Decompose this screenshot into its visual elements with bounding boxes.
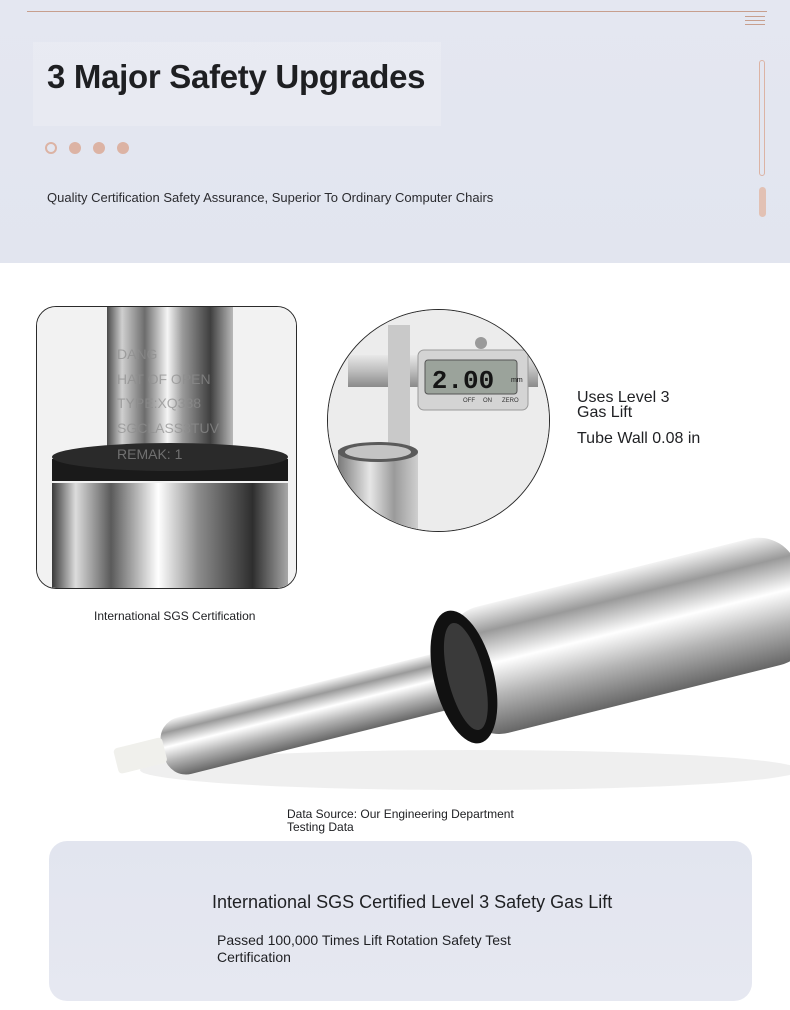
pagination-dot-active[interactable]: [45, 142, 57, 154]
card-title: International SGS Certified Level 3 Safety Gas Lift: [212, 892, 613, 912]
hero-banner: [0, 0, 790, 263]
scrollbar-thumb[interactable]: [759, 187, 766, 217]
sgs-caption: International SGS Certification: [94, 609, 256, 623]
caliper-unit: mm: [511, 377, 523, 384]
engraving-line: REMAK: 1: [117, 446, 183, 462]
engraving-line: DANG: [117, 346, 158, 362]
page-subtitle: Quality Certification Safety Assurance, Superior To Ordinary Computer Chairs: [47, 190, 494, 205]
engraving-line: HAT OF OPEN: [117, 371, 211, 387]
caliper-image: [328, 310, 550, 532]
pagination-dot[interactable]: [69, 142, 81, 154]
engraving-line: SGCLASS3TUV: [117, 420, 219, 436]
tube-wall-caption: Tube Wall 0.08 in: [577, 430, 701, 447]
card-subtitle: Passed 100,000 Times Lift Rotation Safety Test Certification: [217, 932, 511, 965]
certification-card: [49, 841, 752, 1001]
caliper-button-label: ZERO: [502, 398, 519, 404]
pagination-dot[interactable]: [117, 142, 129, 154]
scrollbar-track[interactable]: [759, 60, 765, 176]
caliper-photo: [327, 309, 550, 532]
data-source-caption: Data Source: Our Engineering Department Testing Data: [287, 807, 514, 834]
level-caption: Uses Level 3 Gas Lift: [577, 389, 670, 421]
top-divider: [27, 11, 767, 12]
gas-lift-image: [90, 500, 790, 810]
hamburger-menu-icon[interactable]: [745, 14, 767, 28]
caliper-button-label: OFF: [463, 398, 475, 404]
pagination-dot[interactable]: [93, 142, 105, 154]
engraving-line: TYPE:XQ338: [117, 395, 202, 411]
page-title: 3 Major Safety Upgrades: [47, 58, 426, 95]
caliper-reading: 2.00: [431, 366, 495, 396]
caliper-button-label: ON: [483, 398, 492, 404]
